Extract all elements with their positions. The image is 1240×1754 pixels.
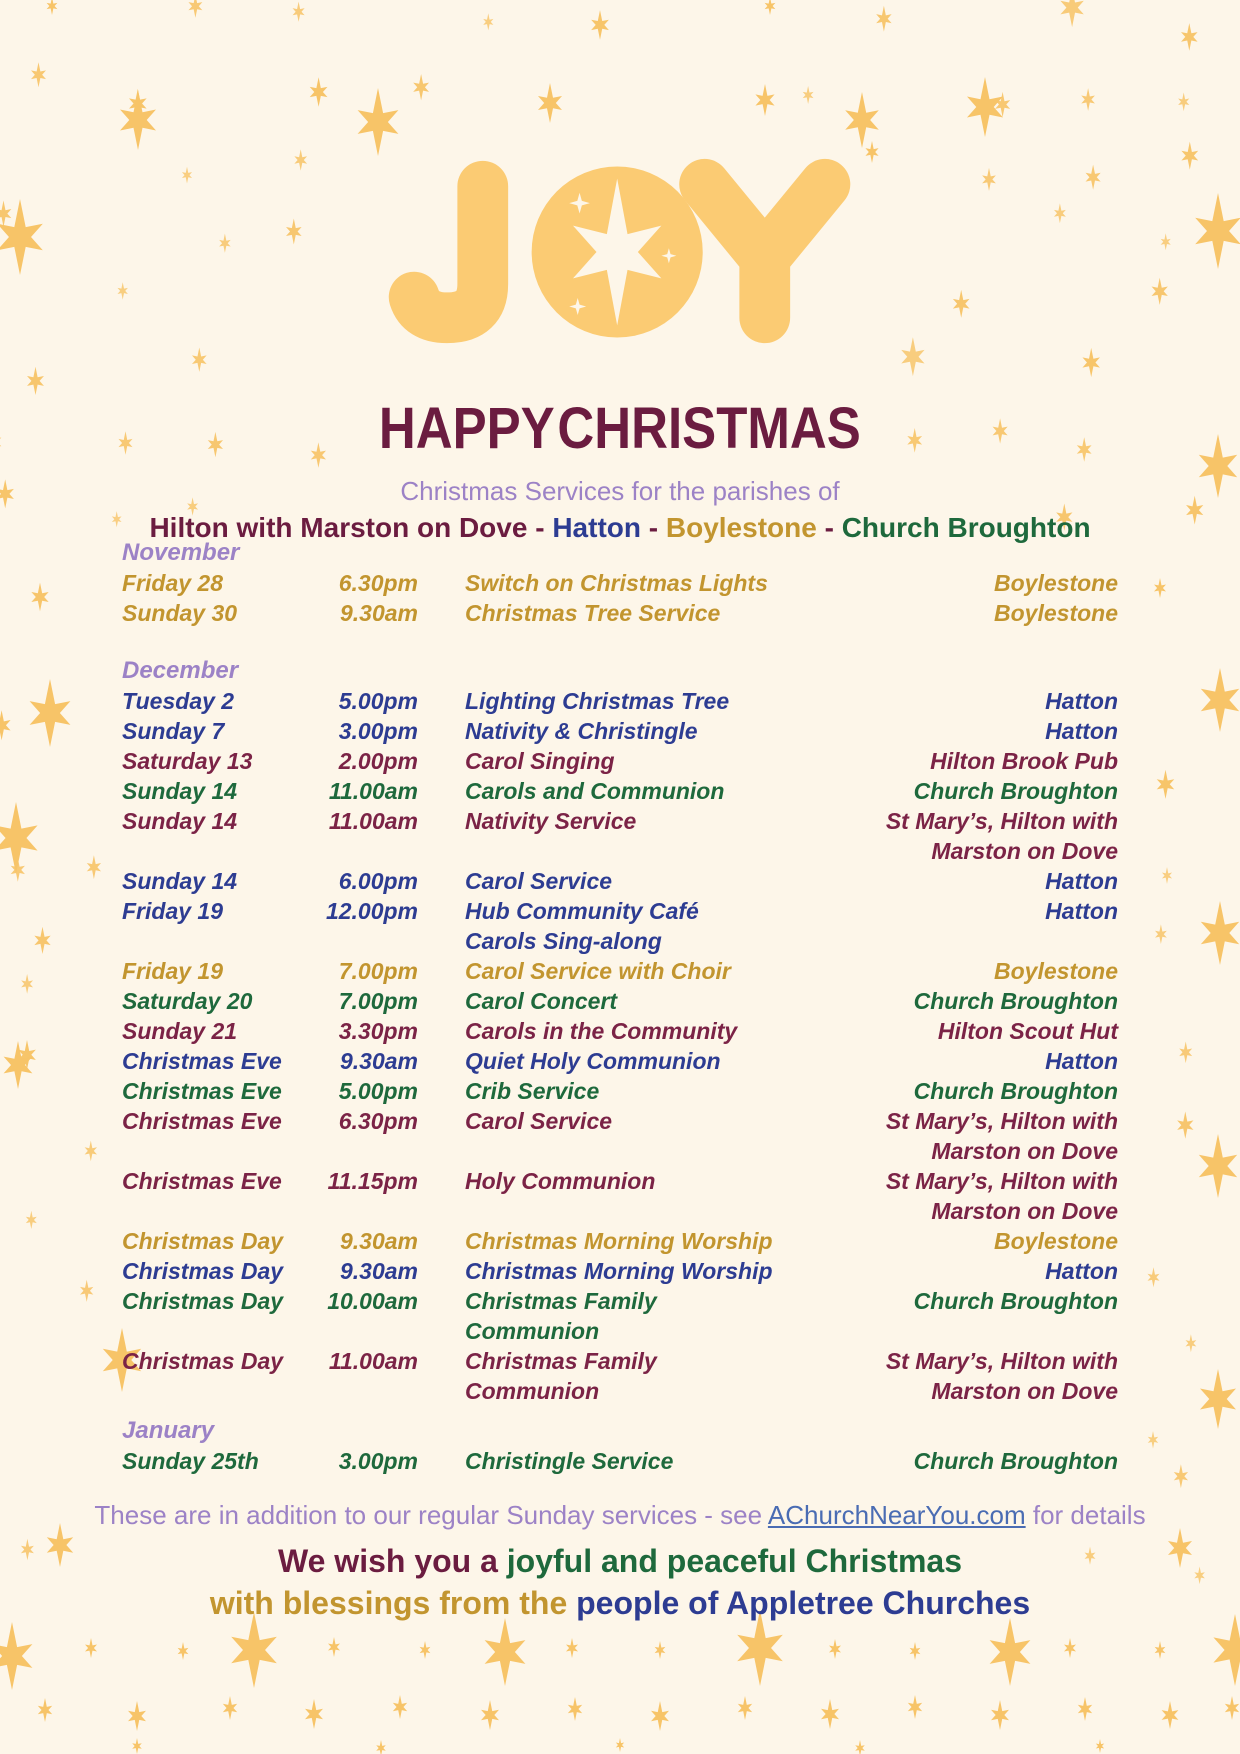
- service-location-line: St Mary’s, Hilton with: [885, 1168, 1118, 1194]
- background-star-icon: [655, 1641, 666, 1659]
- background-star-icon: [1179, 1042, 1192, 1064]
- service-row: [122, 776, 1118, 806]
- parish-name: Hatton: [552, 512, 641, 543]
- service-event-line: Carol Singing: [465, 748, 615, 774]
- month-heading: November: [122, 539, 240, 566]
- service-location-line: Marston on Dove: [931, 838, 1118, 864]
- background-star-icon: [0, 710, 11, 740]
- background-star-icon: [1186, 1334, 1197, 1352]
- service-event: [418, 1286, 786, 1346]
- background-star-icon: [1199, 1134, 1237, 1198]
- service-row: [122, 1106, 1118, 1166]
- background-star-icon: [568, 1697, 582, 1721]
- service-event-line: Crib Service: [465, 1078, 600, 1104]
- wish-segment: joyful and peaceful Christmas: [506, 1543, 962, 1579]
- service-location: [786, 1286, 1118, 1316]
- service-event: [418, 1256, 786, 1286]
- background-star-icon: [80, 1280, 93, 1302]
- background-star-icon: [1225, 1696, 1239, 1720]
- service-time: 11.00am: [328, 808, 418, 834]
- letter-j: [414, 186, 483, 318]
- background-star-icon: [910, 1642, 921, 1660]
- service-date: Saturday 20: [122, 988, 253, 1014]
- background-star-icon: [223, 1696, 237, 1720]
- service-time: 5.00pm: [338, 1078, 418, 1104]
- service-location: [786, 1016, 1118, 1046]
- service-location-line: Hatton: [1045, 1258, 1118, 1284]
- background-star-icon: [21, 974, 33, 994]
- wish-line-1: [0, 1540, 1240, 1582]
- service-time: 6.30pm: [338, 1108, 418, 1134]
- service-date: Christmas Eve: [122, 1048, 282, 1074]
- service-location: [786, 1166, 1118, 1226]
- service-location: [786, 896, 1118, 926]
- service-time: 9.30am: [339, 1048, 418, 1074]
- service-date: Sunday 7: [122, 718, 225, 744]
- service-event: [418, 1016, 786, 1046]
- background-star-icon: [1157, 770, 1175, 799]
- service-date: Christmas Eve: [122, 1078, 282, 1104]
- service-row: [122, 866, 1118, 896]
- background-star-icon: [26, 1211, 37, 1229]
- closing-message: [0, 1540, 1240, 1624]
- background-star-icon: [128, 1701, 146, 1731]
- schedule: [122, 538, 1118, 1476]
- service-location: [786, 598, 1118, 628]
- schedule-section: [122, 538, 1118, 628]
- background-star-icon: [1096, 1739, 1104, 1753]
- service-event: [418, 1226, 786, 1256]
- background-star-icon: [393, 1695, 407, 1719]
- service-date: Tuesday 2: [122, 688, 235, 714]
- background-star-icon: [132, 1738, 142, 1754]
- parish-name: Hilton with Marston on Dove: [149, 512, 528, 543]
- service-event-line: Hub Community Café: [465, 898, 699, 924]
- background-star-icon: [1201, 901, 1239, 965]
- background-star-icon: [1148, 1267, 1160, 1287]
- background-star-icon: [485, 1618, 526, 1686]
- service-location: [786, 746, 1118, 776]
- service-location-line: Hatton: [1045, 898, 1118, 924]
- service-row: [122, 568, 1118, 598]
- background-star-icon: [1213, 1614, 1240, 1686]
- background-star-icon: [38, 1698, 52, 1722]
- service-row: [122, 956, 1118, 986]
- service-time: 3.00pm: [338, 718, 418, 744]
- service-date: Christmas Day: [122, 1258, 284, 1284]
- service-event: [418, 1446, 786, 1476]
- service-event-line: Nativity Service: [465, 808, 637, 834]
- schedule-section: [122, 656, 1118, 1406]
- service-event: [418, 1046, 786, 1076]
- service-time: 3.00pm: [338, 1448, 418, 1474]
- service-time: 2.00pm: [338, 748, 418, 774]
- service-event: [418, 1106, 786, 1136]
- service-event-line: Carol Concert: [465, 988, 618, 1014]
- note-prefix: These are in addition to our regular Sunday services - see: [94, 1500, 768, 1530]
- service-event: [418, 598, 786, 628]
- background-star-icon: [30, 679, 71, 747]
- joy-word: [385, 0, 386, 1]
- background-star-icon: [1177, 1112, 1193, 1139]
- background-star-icon: [829, 1639, 841, 1659]
- wish-segment: with blessings from the: [209, 1585, 577, 1621]
- service-location: [786, 806, 1118, 866]
- service-date: Friday 28: [122, 570, 223, 596]
- service-event-line: Nativity & Christingle: [465, 718, 698, 744]
- service-row: [122, 746, 1118, 776]
- background-star-icon: [420, 1641, 431, 1659]
- service-event-line: Christmas Family Communion: [465, 1348, 657, 1404]
- service-time: 11.00am: [328, 1348, 418, 1374]
- service-time: 3.30pm: [338, 1018, 418, 1044]
- service-date: Sunday 14: [122, 808, 238, 834]
- service-location: [786, 716, 1118, 746]
- service-row: [122, 1016, 1118, 1046]
- service-row: [122, 1076, 1118, 1106]
- service-event: [418, 866, 786, 896]
- parish-name: Church Broughton: [841, 512, 1091, 543]
- background-star-icon: [1064, 1638, 1076, 1658]
- service-time: 6.30pm: [338, 570, 418, 596]
- wish-segment: We wish you a: [277, 1543, 507, 1579]
- background-star-icon: [821, 1699, 839, 1729]
- background-star-icon: [328, 1637, 340, 1657]
- service-event-line: Carols in the Community: [465, 1018, 738, 1044]
- service-event-line: Carols Sing-along: [465, 928, 662, 954]
- service-event: [418, 1076, 786, 1106]
- letter-o: [532, 166, 703, 337]
- service-location-line: Marston on Dove: [931, 1138, 1118, 1164]
- letter-y: [705, 184, 825, 317]
- background-star-icon: [1155, 1641, 1166, 1659]
- service-time: 6.00pm: [338, 868, 418, 894]
- service-location-line: St Mary’s, Hilton with: [885, 808, 1118, 834]
- service-location: [786, 1346, 1118, 1406]
- service-date: Christmas Eve: [122, 1168, 282, 1194]
- background-star-icon: [616, 1738, 624, 1752]
- service-date: Sunday 25th: [122, 1448, 259, 1474]
- service-time: 5.00pm: [338, 688, 418, 714]
- service-location-line: Church Broughton: [913, 1078, 1118, 1104]
- service-event-line: Lighting Christmas Tree: [465, 688, 730, 714]
- service-location-line: St Mary’s, Hilton with: [885, 1108, 1118, 1134]
- service-row: [122, 1226, 1118, 1256]
- service-location-line: Hatton: [1045, 1048, 1118, 1074]
- background-star-icon: [1148, 1431, 1158, 1448]
- service-date: Christmas Day: [122, 1228, 284, 1254]
- service-time: 7.00pm: [338, 988, 418, 1014]
- service-location-line: Church Broughton: [913, 1288, 1118, 1314]
- wish-segment: people of Appletree Churches: [576, 1585, 1031, 1621]
- service-event-line: Christmas Family Communion: [465, 1288, 657, 1344]
- service-date: Sunday 14: [122, 868, 238, 894]
- service-row: [122, 1446, 1118, 1476]
- service-event: [418, 1346, 786, 1406]
- church-near-you-link[interactable]: AChurchNearYou.com: [767, 1500, 1026, 1530]
- service-location-line: Church Broughton: [913, 1448, 1118, 1474]
- service-location-line: Hatton: [1045, 718, 1118, 744]
- service-event: [418, 776, 786, 806]
- service-event-line: Switch on Christmas Lights: [465, 570, 768, 596]
- service-date: Christmas Day: [122, 1348, 284, 1374]
- service-location: [786, 1256, 1118, 1286]
- service-row: [122, 1166, 1118, 1226]
- service-location-line: Hilton Brook Pub: [930, 748, 1118, 774]
- background-star-icon: [738, 1696, 752, 1720]
- background-star-icon: [34, 927, 50, 954]
- service-location: [786, 956, 1118, 986]
- service-event-line: Quiet Holy Communion: [465, 1048, 721, 1074]
- service-row: [122, 716, 1118, 746]
- note: [0, 1498, 1240, 1532]
- service-event: [418, 716, 786, 746]
- service-event: [418, 1166, 786, 1196]
- service-location-line: Boylestone: [994, 600, 1118, 626]
- background-star-icon: [1162, 867, 1172, 884]
- service-location-line: Boylestone: [994, 958, 1118, 984]
- service-date: Christmas Day: [122, 1288, 284, 1314]
- month-heading: January: [122, 1417, 215, 1444]
- background-star-icon: [1155, 924, 1167, 944]
- service-location-line: Church Broughton: [913, 988, 1118, 1014]
- service-location-line: Hatton: [1045, 868, 1118, 894]
- background-star-icon: [908, 1695, 922, 1719]
- service-location: [786, 1076, 1118, 1106]
- service-event: [418, 746, 786, 776]
- background-star-icon: [1078, 1697, 1092, 1721]
- service-event: [418, 896, 786, 956]
- background-star-icon: [1201, 668, 1239, 732]
- background-star-icon: [376, 1740, 386, 1754]
- parish-separator: -: [640, 512, 666, 543]
- masthead: [0, 0, 1240, 544]
- background-star-icon: [85, 1141, 97, 1162]
- service-location: [786, 1226, 1118, 1256]
- service-date: Saturday 13: [122, 748, 253, 774]
- service-location-line: St Mary’s, Hilton with: [885, 1348, 1118, 1374]
- service-date: Sunday 21: [122, 1018, 238, 1044]
- service-location-line: Boylestone: [994, 570, 1118, 596]
- service-event: [418, 686, 786, 716]
- service-event: [418, 568, 786, 598]
- page-title: HAPPY CHRISTMAS: [379, 396, 861, 461]
- service-event-line: Christmas Morning Worship: [465, 1228, 773, 1254]
- background-star-icon: [87, 855, 101, 879]
- service-date: Friday 19: [122, 898, 223, 924]
- service-event-line: Carol Service with Choir: [465, 958, 731, 984]
- background-star-icon: [1174, 1464, 1188, 1488]
- service-time: 11.15pm: [327, 1168, 418, 1194]
- service-row: [122, 598, 1118, 628]
- service-date: Christmas Eve: [122, 1108, 282, 1134]
- service-location-line: Hatton: [1045, 688, 1118, 714]
- service-event: [418, 986, 786, 1016]
- service-location: [786, 1106, 1118, 1166]
- service-event-line: Christingle Service: [465, 1448, 674, 1474]
- service-location-line: Hilton Scout Hut: [937, 1018, 1118, 1044]
- background-star-icon: [0, 1622, 32, 1690]
- service-location-line: Marston on Dove: [931, 1378, 1118, 1404]
- service-time: 12.00pm: [325, 898, 418, 924]
- background-star-icon: [651, 1701, 669, 1731]
- service-event-line: Christmas Morning Worship: [465, 1258, 773, 1284]
- service-time: 7.00pm: [338, 958, 418, 984]
- service-time: 11.00am: [328, 778, 418, 804]
- service-time: 9.30am: [339, 1228, 418, 1254]
- background-star-icon: [305, 1699, 323, 1729]
- background-star-icon: [990, 1618, 1031, 1686]
- service-location: [786, 1446, 1118, 1476]
- service-event-line: Carol Service: [465, 868, 613, 894]
- service-date: Sunday 30: [122, 600, 238, 626]
- service-time: 9.30am: [339, 1258, 418, 1284]
- service-event: [418, 806, 786, 836]
- service-event-line: Carol Service: [465, 1108, 613, 1134]
- background-star-icon: [566, 1638, 578, 1658]
- service-location: [786, 986, 1118, 1016]
- background-star-icon: [991, 1700, 1009, 1730]
- service-location: [786, 568, 1118, 598]
- service-row: [122, 1256, 1118, 1286]
- service-event-line: Holy Communion: [465, 1168, 656, 1194]
- background-star-icon: [1162, 1701, 1179, 1729]
- service-location: [786, 866, 1118, 896]
- joy-logo-graphic: [385, 158, 855, 346]
- service-location: [786, 776, 1118, 806]
- subtitle: Christmas Services for the parishes of: [400, 476, 840, 506]
- schedule-section: [122, 1416, 1118, 1476]
- background-star-icon: [481, 1700, 499, 1730]
- month-heading: December: [122, 657, 239, 684]
- page-title-wrap: [0, 395, 1240, 462]
- parish-separator: -: [816, 512, 842, 543]
- service-row: [122, 896, 1118, 956]
- service-location: [786, 1046, 1118, 1076]
- wish-line-2: [0, 1582, 1240, 1624]
- service-location-line: Boylestone: [994, 1228, 1118, 1254]
- service-event-line: Carols and Communion: [465, 778, 725, 804]
- background-star-icon: [31, 583, 48, 612]
- service-location-line: Marston on Dove: [931, 1198, 1118, 1224]
- service-row: [122, 806, 1118, 866]
- service-date: Friday 19: [122, 958, 223, 984]
- background-star-icon: [1154, 578, 1166, 598]
- service-location: [786, 686, 1118, 716]
- service-location-line: Church Broughton: [913, 778, 1118, 804]
- service-date: Sunday 14: [122, 778, 238, 804]
- service-row: [122, 1346, 1118, 1406]
- service-event: [418, 956, 786, 986]
- service-row: [122, 686, 1118, 716]
- service-row: [122, 1046, 1118, 1076]
- service-row: [122, 986, 1118, 1016]
- background-star-icon: [178, 1642, 189, 1660]
- service-row: [122, 1286, 1118, 1346]
- background-star-icon: [1200, 1369, 1236, 1429]
- service-time: 9.30am: [339, 600, 418, 626]
- service-event-line: Christmas Tree Service: [465, 600, 721, 626]
- parish-separator: -: [527, 512, 553, 543]
- background-star-icon: [85, 1638, 97, 1658]
- note-suffix: for details: [1025, 1500, 1146, 1530]
- background-star-icon: [855, 1740, 865, 1754]
- service-time: 10.00am: [327, 1288, 418, 1314]
- parish-name: Boylestone: [665, 512, 817, 543]
